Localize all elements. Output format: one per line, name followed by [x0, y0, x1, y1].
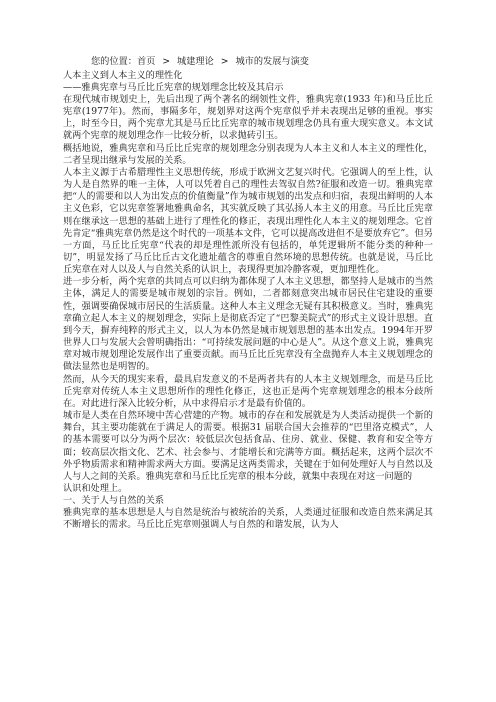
breadcrumb [63, 56, 433, 68]
section-heading-human-nature: 一、关于人与自然的关系 [63, 495, 165, 507]
paragraph-humanism: 人本主义源于古希腊理性主义思想传统，形成于欧洲文艺复兴时代。它强调人的至上性，认为人是自然界的唯一主体，人可以凭着自己的理性去驾驭自然?征服和改造一切。雅典宪章把“人的需要和以人为出发点的价值衡量”作为城市规划的出发点和归宿，表现出鲜明的人本主义色彩，它以宪章签署地雅典命名，其实就反映了其弘扬人本主义的用意。马丘比丘宪章则在继承这一思想的基础上进行了理性化的修正，表现出理性化人本主义的规划理念。它首先肯定“雅典宪章仍然是这个时代的一项基本文件，它可以提高改进但不是要放弃它”。但另一方面，马丘比丘宪章“代表的却是理性派所没有包括的，单凭逻辑所不能分类的种种一切”，明显发扬了马丘比丘古文化遗址蕴含的尊重自然环境的思想传统。也就是说，马丘比丘宪章在对人以及人与自然关系的认识上，表现得更加冷静客观，更加理性化。 [63, 166, 433, 276]
breadcrumb-link-home[interactable]: 首页 [136, 56, 156, 67]
article-title: 人本主义到人本主义的理性化 [63, 69, 183, 81]
paragraph-summary: 概括地说，雅典宪章和马丘比丘宪章的规划理念分别表现为人本主义和人本主义的理性化，二者呈现出继承与发展的关系。 [63, 142, 433, 166]
breadcrumb-separator: > [162, 56, 171, 67]
paragraph-intro: 在现代城市规划史上，先后出现了两个著名的纲领性文件，雅典宪章(1933 年)和马丘比丘宪章(1977年)。然而，事隔多年，规划界对这两个宪章似乎并未表现出足够的重视。事实上，时至今日，两个宪章尤其是马丘比丘宪章的城市规划理念仍具有重大现实意义。本文试就两个宪章的规划理念作一比较分析，以求抛砖引玉。 [63, 93, 433, 142]
article-subtitle: ——雅典宪章与马丘比丘宪章的规划理念比较及其启示 [63, 81, 284, 93]
paragraph-section-one: 雅典宪章的基本思想是人与自然是统治与被统治的关系，人类通过征服和改造自然来满足其不断增长的需求。马丘比丘宪章则强调人与自然的和谐发展，认为人 [63, 507, 433, 531]
breadcrumb-link-theory[interactable]: 城建理论 [177, 56, 214, 67]
paragraph-needs: 城市是人类在自然环境中苦心营建的产物。城市的存在和发展就是为人类活动提供一个新的舞台，其主要功能就在于满足人的需要。根据31 届联合国大会推荐的“巴里洛克模式”，人的基本需要可以分为两个层次：较低层次包括食品、住房、就业、保健、教育和安全等方面；较高层次指文化、艺术、社会参与、才能增长和完满等方面。概括起来，这两个层次不外乎物质需求和精神需求两大方面。要满足这两类需求，关键在于如何处理好人与自然以及人与人之间的关系。雅典宪章和马丘比丘宪章的根本分歧，就集中表现在对这一问题的 [63, 410, 433, 482]
paragraph-divergence: 然而，从今天的现实来看，最具启发意义的不是两者共有的人本主义规划理念，而是马丘比丘宪章对传统人本主义思想所作的理性化修正，这也正是两个宪章规划理念的根本分歧所在。对此进行深入比较分析，从中求得启示才是最有价值的。 [63, 373, 433, 409]
breadcrumb-prefix: 您的位置： [91, 56, 137, 67]
paragraph-common-ground: 进一步分析，两个宪章的共同点可以归纳为都体现了人本主义思想，都坚持人是城市的当然主体，满足人的需要是城市规划的宗旨。例如，二者都刻意突出城市居民住宅建设的重要性，强调要确保城市居民的生活质量。这种人本主义理念无疑有其积极意义。当时，雅典宪章确立起人本主义的规划理念，实际上是彻底否定了“巴黎美院式”的形式主义设计思想。直到今天，摒弃纯粹的形式主义，以人为本仍然是城市规划思想的基本出发点。1994年开罗世界人口与发展大会曾明确指出：“可持续发展问题的中心是人”。从这个意义上说，雅典宪章对城市规划理论发展作出了重要贡献。而马丘比丘宪章没有全盘抛弃人本主义规划理念的做法显然也是明智的。 [63, 276, 433, 373]
breadcrumb-link-city-development[interactable]: 城市的发展与演变 [235, 56, 309, 67]
paragraph-continuation: 认识和处理上。 [63, 482, 128, 494]
breadcrumb-separator: > [220, 56, 229, 67]
